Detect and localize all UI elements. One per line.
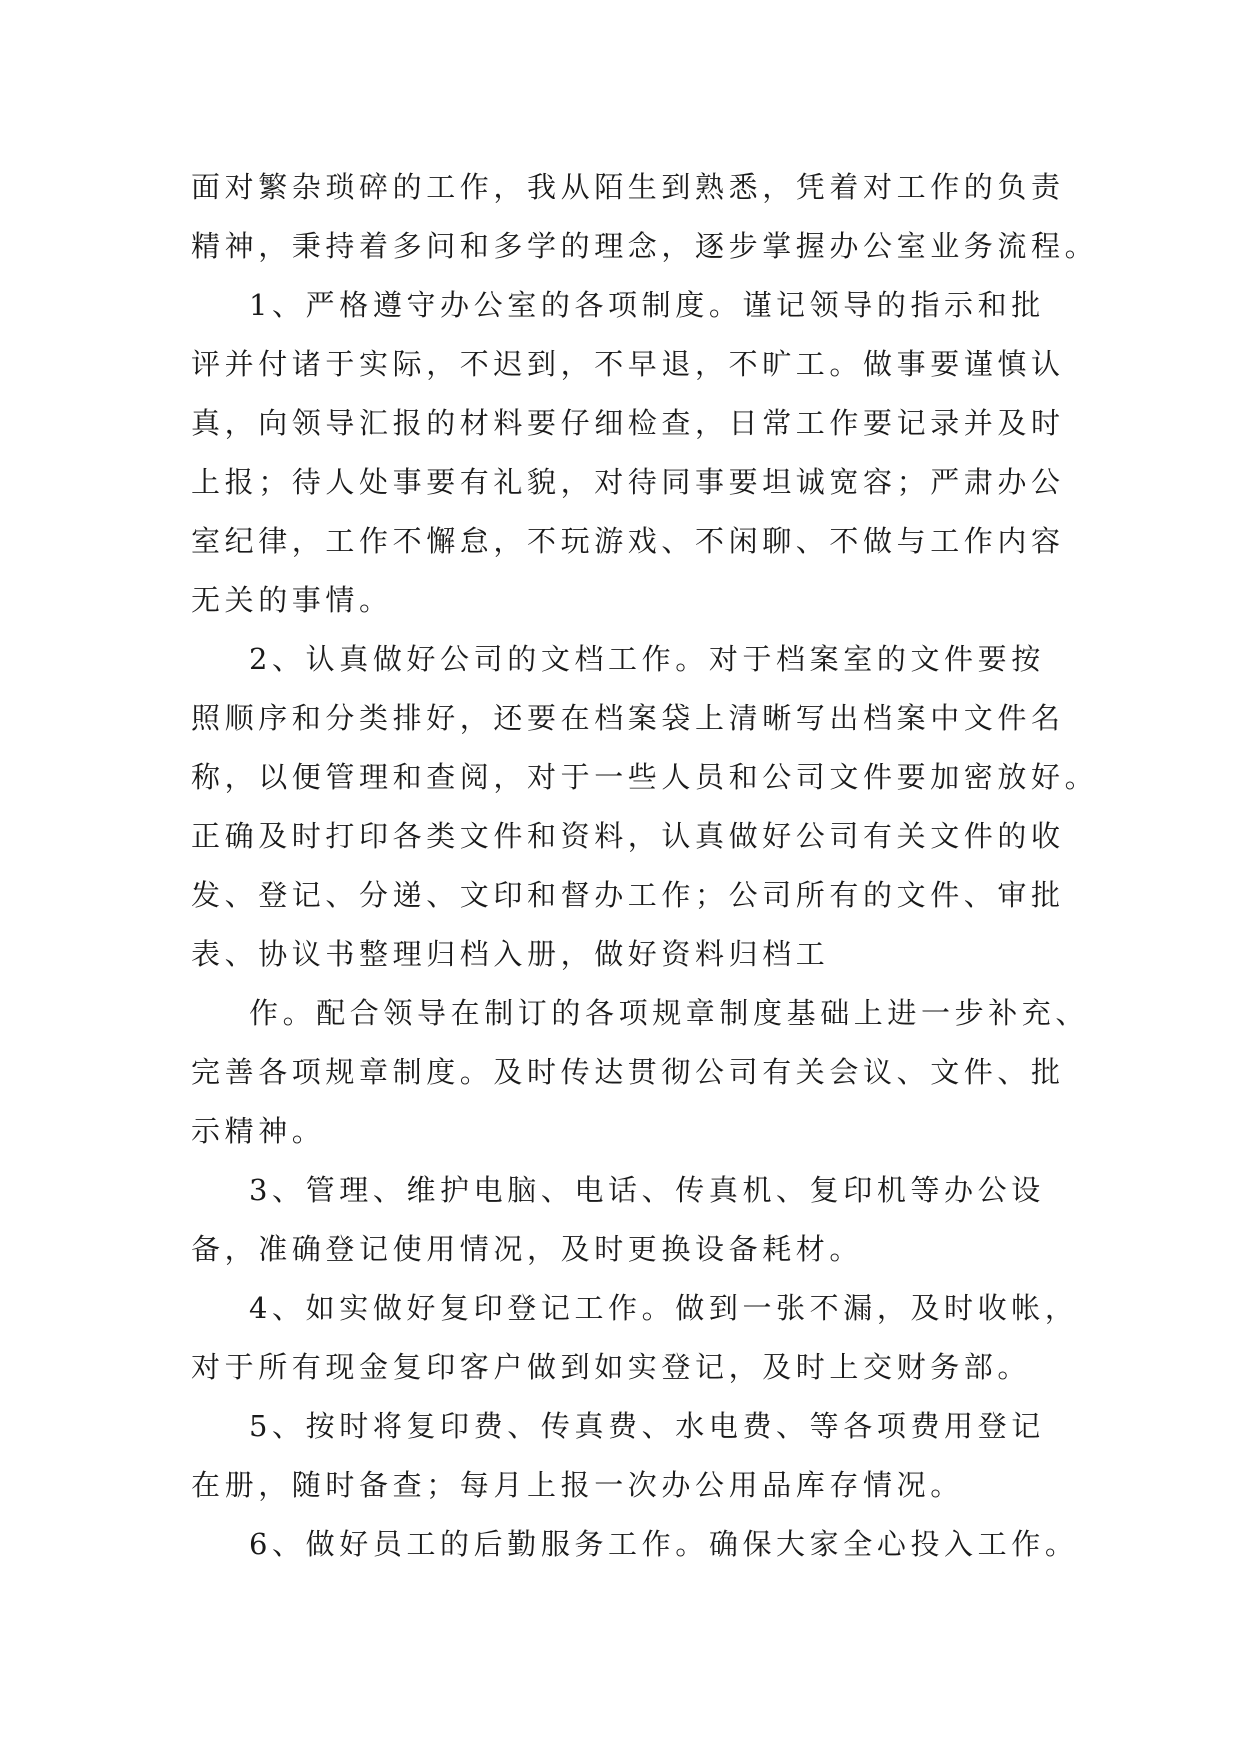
text-line: 精神，秉持着多问和多学的理念，逐步掌握办公室业务流程。: [191, 229, 1099, 263]
text-line: 示精神。: [191, 1114, 326, 1148]
paragraph-4-start: 4、如实做好复印登记工作。做到一张不漏，及时收帐，: [249, 1291, 1079, 1325]
text-line: 照顺序和分类排好，还要在档案袋上清晰写出档案中文件名: [191, 701, 1065, 735]
text-line: 完善各项规章制度。及时传达贯彻公司有关会议、文件、批: [191, 1055, 1065, 1089]
paragraph-3-start: 3、管理、维护电脑、电话、传真机、复印机等办公设: [249, 1173, 1045, 1207]
paragraph-continuation-start: 作。配合领导在制订的各项规章制度基础上进一步补充、: [249, 996, 1090, 1030]
text-line: 上报；待人处事要有礼貌，对待同事要坦诚宽容；严肃办公: [191, 465, 1065, 499]
text-line: 面对繁杂琐碎的工作，我从陌生到熟悉，凭着对工作的负责: [191, 170, 1065, 204]
text-line: 在册，随时备查；每月上报一次办公用品库存情况。: [191, 1468, 964, 1502]
paragraph-1-start: 1、严格遵守办公室的各项制度。谨记领导的指示和批: [249, 288, 1045, 322]
text-line: 备，准确登记使用情况，及时更换设备耗材。: [191, 1232, 864, 1266]
paragraph-2-start: 2、认真做好公司的文档工作。对于档案室的文件要按: [249, 642, 1045, 676]
text-line: 评并付诸于实际，不迟到，不早退，不旷工。做事要谨慎认: [191, 347, 1065, 381]
paragraph-6-start: 6、做好员工的后勤服务工作。确保大家全心投入工作。: [249, 1527, 1079, 1561]
text-line: 对于所有现金复印客户做到如实登记，及时上交财务部。: [191, 1350, 1032, 1384]
text-line: 无关的事情。: [191, 583, 393, 617]
text-line: 真，向领导汇报的材料要仔细检查，日常工作要记录并及时: [191, 406, 1065, 440]
text-line: 称，以便管理和查阅，对于一些人员和公司文件要加密放好。: [191, 760, 1099, 794]
text-line: 室纪律，工作不懈怠，不玩游戏、不闲聊、不做与工作内容: [191, 524, 1065, 558]
text-line: 正确及时打印各类文件和资料，认真做好公司有关文件的收: [191, 819, 1065, 853]
paragraph-5-start: 5、按时将复印费、传真费、水电费、等各项费用登记: [249, 1409, 1045, 1443]
text-line: 表、协议书整理归档入册，做好资料归档工: [191, 937, 830, 971]
body-text: [191, 158, 1099, 1574]
text-line: 发、登记、分递、文印和督办工作；公司所有的文件、审批: [191, 878, 1065, 912]
